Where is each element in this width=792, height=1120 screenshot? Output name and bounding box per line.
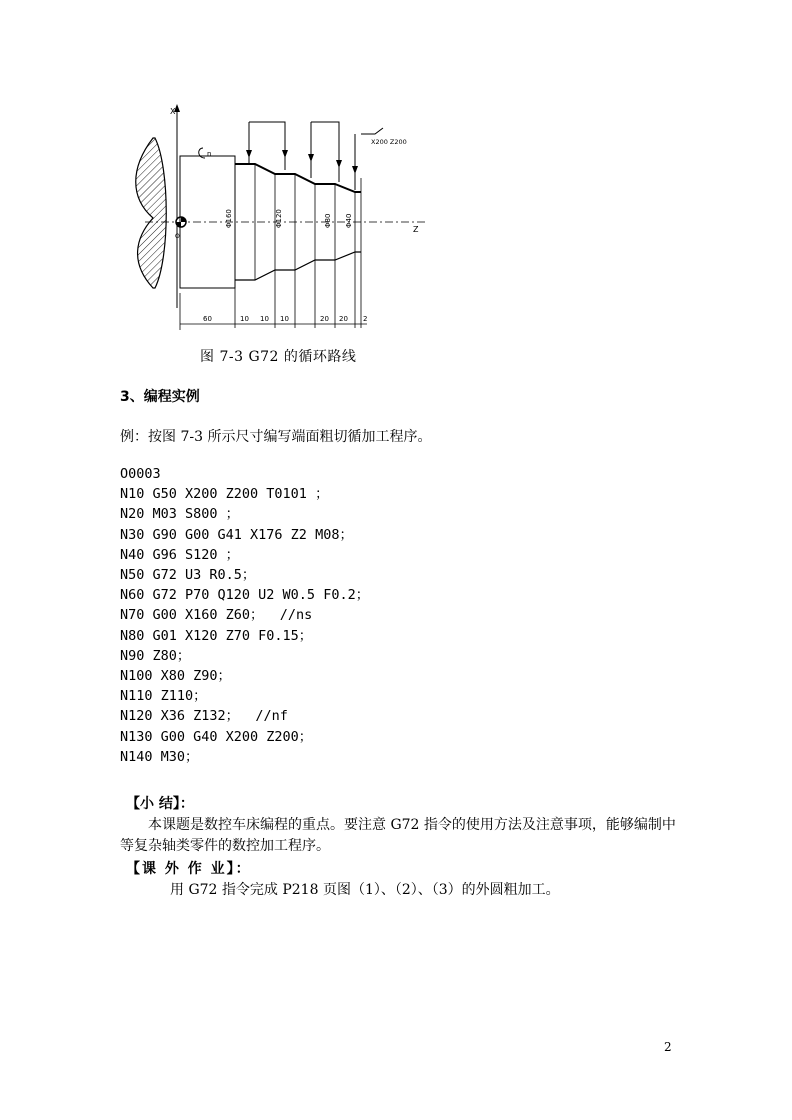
start-point-label: X200 Z200 (371, 138, 407, 146)
program-line: O0003 (120, 466, 161, 482)
g72-cycle-figure (125, 98, 437, 336)
section-heading: 3、编程实例 (120, 389, 200, 405)
dim-label: 10 (280, 315, 289, 323)
dim-label: 10 (260, 315, 269, 323)
program-line: N20 M03 S800 ； (120, 506, 240, 523)
diameter-label: Φ40 (345, 213, 353, 228)
tool-path (249, 122, 383, 190)
summary-heading: 【小 结】： (126, 796, 194, 812)
program-line: N40 G96 S120 ； (120, 546, 240, 563)
diameter-label: Φ160 (225, 209, 233, 228)
origin-label: O (175, 233, 180, 240)
diameter-label: Φ80 (324, 213, 332, 228)
page-number: 2 (664, 1040, 672, 1054)
z-axis-label: Z (413, 225, 419, 234)
program-line: N50 G72 U3 R0.5； (120, 567, 256, 584)
dim-label: 60 (203, 315, 212, 323)
rotation-label: n (207, 150, 212, 158)
dim-label: 20 (339, 315, 348, 323)
homework-text: 用 G72 指令完成 P218 页图（1）、（2）、（3）的外圆粗加工。 (170, 882, 560, 898)
dim-label: 10 (240, 315, 249, 323)
program-line: N30 G90 G00 G41 X176 Z2 M08； (120, 526, 353, 543)
program-line: N90 Z80； (120, 647, 191, 664)
diameter-label: Φ120 (275, 209, 283, 228)
dim-label: 2 (363, 315, 368, 323)
program-line: N130 G00 G40 X200 Z200； (120, 728, 313, 745)
program-line: N100 X80 Z90； (120, 668, 232, 685)
x-axis-label: X (170, 107, 176, 116)
dim-label: 20 (320, 315, 329, 323)
profile-bottom (235, 252, 361, 280)
program-line: N60 G72 P70 Q120 U2 W0.5 F0.2； (120, 587, 370, 604)
program-line: N10 G50 X200 Z200 T0101 ； (120, 486, 329, 503)
program-line: N80 G01 X120 Z70 F0.15； (120, 627, 313, 644)
program-line: N110 Z110； (120, 688, 207, 705)
nc-program (120, 464, 369, 767)
figure-caption: 图 7-3 G72 的循环路线 (200, 349, 357, 365)
profile-top (235, 164, 361, 192)
summary-text: 本课题是数控车床编程的重点。要注意 G72 指令的使用方法及注意事项，能够编制中等复杂轴类零件的数控加工程序。 (120, 817, 676, 854)
program-line: N120 X36 Z132； //nf (120, 708, 288, 725)
homework-heading: 【课 外 作 业】： (126, 861, 252, 877)
program-line: N70 G00 X160 Z60； //ns (120, 607, 313, 624)
program-line: N140 M30； (120, 748, 199, 765)
example-text: 例：按图 7-3 所示尺寸编写端面粗切循加工程序。 (120, 429, 432, 445)
chuck (136, 138, 167, 288)
